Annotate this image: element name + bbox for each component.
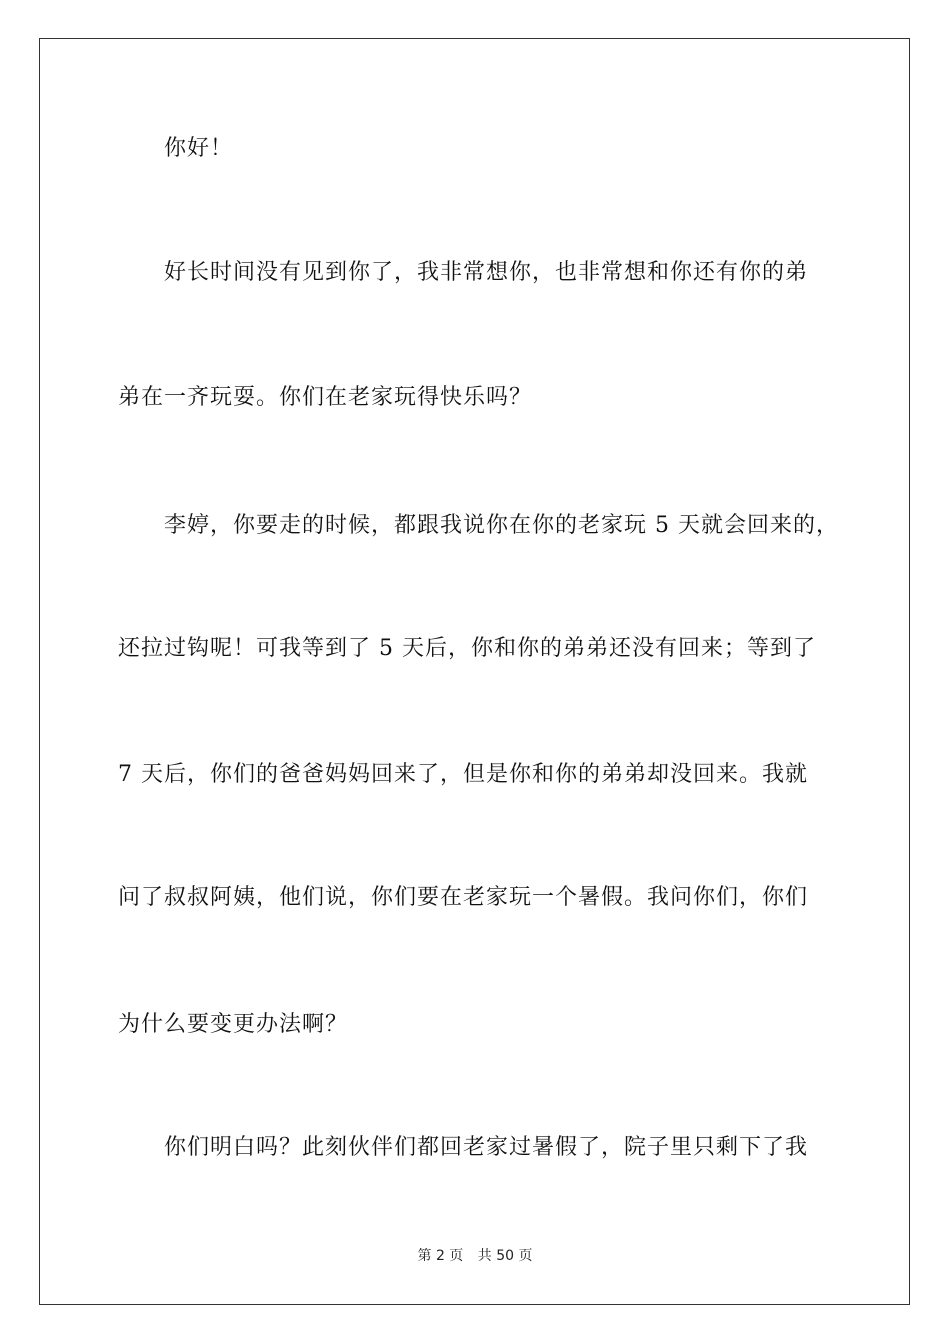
paragraph-line: 好长时间没有见到你了，我非常想你，也非常想和你还有你的弟 bbox=[164, 260, 809, 285]
paragraph-line: 你们明白吗？此刻伙伴们都回老家过暑假了，院子里只剩下了我 bbox=[164, 1135, 809, 1160]
page-total: 共 50 页 bbox=[477, 1248, 533, 1264]
page-footer bbox=[0, 1247, 950, 1265]
paragraph-line: 7 天后，你们的爸爸妈妈回来了，但是你和你的弟弟却没回来。我就 bbox=[118, 762, 808, 787]
paragraph-line: 李婷，你要走的时候，都跟我说你在你的老家玩 5 天就会回来的， bbox=[164, 513, 839, 538]
paragraph-line: 弟在一齐玩耍。你们在老家玩得快乐吗？ bbox=[118, 385, 533, 410]
paragraph-line: 为什么要变更办法啊？ bbox=[118, 1012, 349, 1037]
page-border bbox=[39, 38, 910, 1305]
greeting-line: 你好！ bbox=[164, 136, 234, 161]
paragraph-line: 还拉过钩呢！可我等到了 5 天后，你和你的弟弟还没有回来；等到了 bbox=[118, 636, 816, 661]
paragraph-line: 问了叔叔阿姨，他们说，你们要在老家玩一个暑假。我问你们，你们 bbox=[118, 885, 809, 910]
page-number: 第 2 页 bbox=[417, 1248, 464, 1264]
